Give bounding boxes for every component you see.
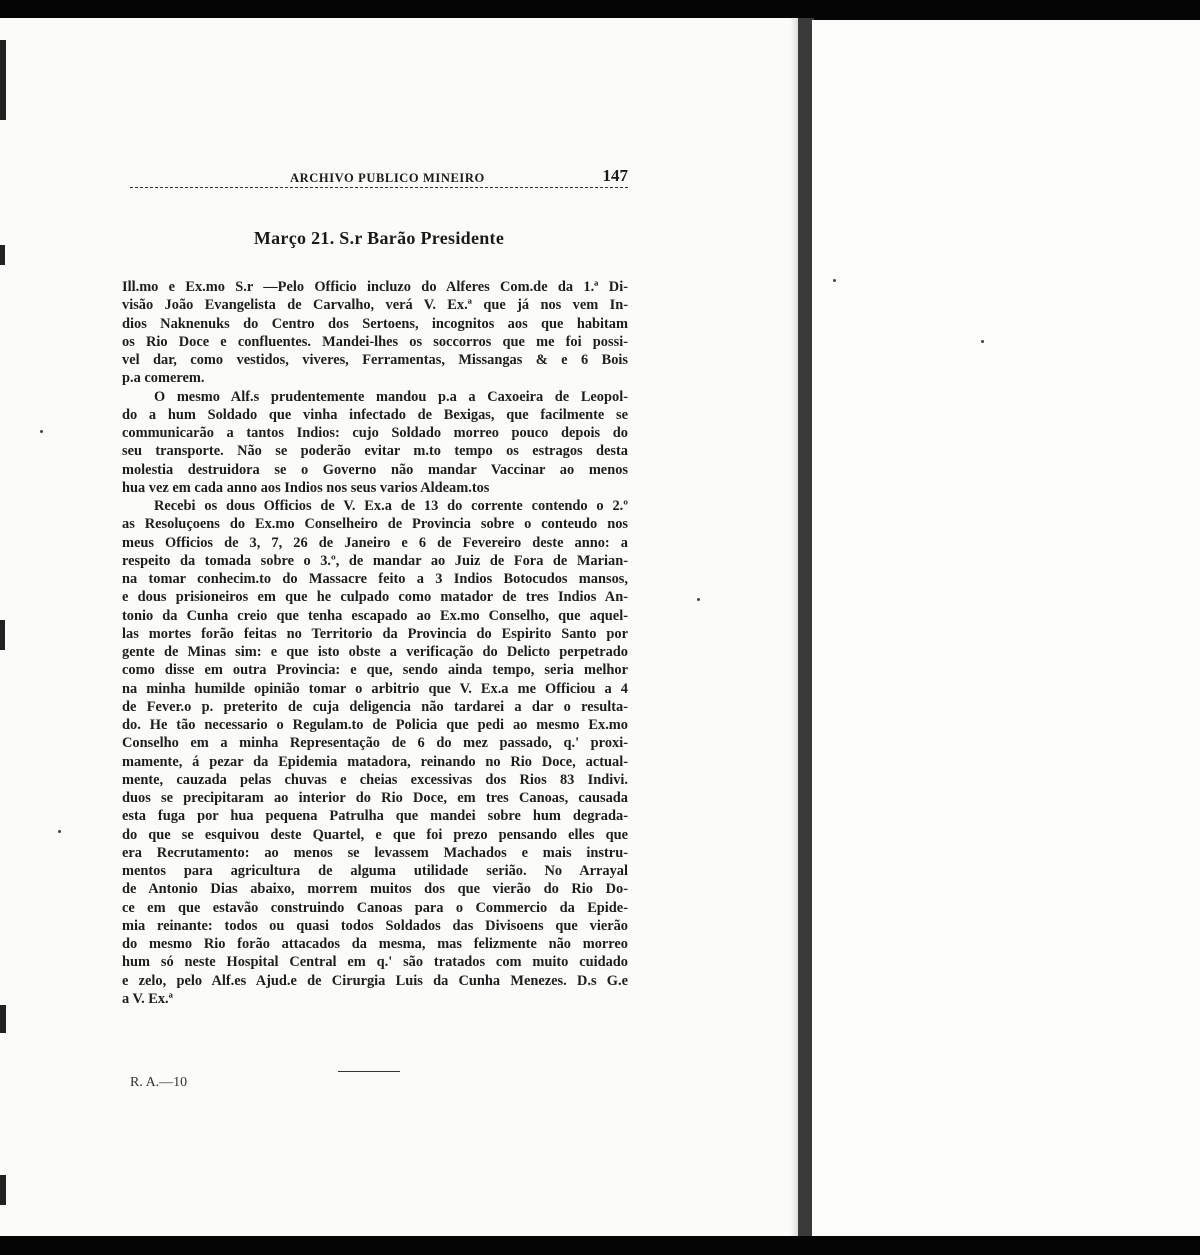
text-line: vel dar, como vestidos, viveres, Ferramentas, Missangas & e 6 Bois (122, 352, 628, 368)
speck (981, 340, 984, 343)
header-rule (130, 187, 628, 188)
scan-bottom-border (0, 1236, 1200, 1255)
text-line: mamente, á pezar da Epidemia matadora, reinando no Rio Doce, actual- (122, 753, 628, 770)
text-line: a V. Ex.ª (122, 990, 173, 1007)
text-line: de Fever.o p. preterito de cuja deligencia não tardarei a dar o resulta- (122, 698, 628, 715)
text-line: como disse em outra Provincia: e que, sendo ainda tempo, seria melhor (122, 662, 628, 679)
text-line: hum só neste Hospital Central em q.' são tratados com muito cuidado (122, 954, 628, 971)
closing-rule (338, 1071, 400, 1072)
letter-body (122, 278, 628, 1008)
text-line: do que se esquivou deste Quartel, e que foi prezo pensando elles que (122, 826, 628, 843)
text-line: molestia destruidora se o Governo não mandar Vaccinar ao menos (122, 461, 628, 478)
text-line: Ill.mo e Ex.mo S.r —Pelo Officio incluzo do Alferes Com.de da 1.ª Di- (122, 279, 628, 295)
text-line: duos se precipitaram ao interior do Rio Doce, em tres Canoas, causada (122, 790, 628, 806)
text-line: hua vez em cada anno aos Indios nos seus varios Aldeam.tos (122, 479, 490, 496)
running-title: ARCHIVO PUBLICO MINEIRO (290, 171, 485, 185)
speck (58, 830, 61, 833)
text-line: communicarão a tantos Indios: cujo Soldado morreo pouco depois do (122, 425, 628, 441)
text-line: meus Officios de 3, 7, 26 de Janeiro e 6 de Fevereiro deste anno: a (122, 534, 628, 551)
text-line: as Resoluçoens do Ex.mo Conselheiro de Provincia sobre o conteudo nos (122, 516, 628, 533)
text-line: esta fuga por hua pequena Patrulha que mandei sobre hum degrada- (122, 808, 628, 825)
text-line: tonio da Cunha creio que tenha escapado ao Ex.mo Conselho, que aquel- (122, 607, 628, 624)
speck (697, 598, 700, 601)
text-line: respeito da tomada sobre o 3.º, de mandar ao Juiz de Fora de Marian- (122, 552, 628, 569)
text-line: dios Naknenuks do Centro dos Sertoens, incognitos aos que habitam (122, 315, 628, 332)
text-line: do. He tão necessario o Regulam.to de Policia que pedi ao mesmo Ex.mo (122, 717, 628, 733)
edge-artifact (0, 40, 6, 120)
text-line: gente de Minas sim: e que isto obste a verificação do Delicto perpetrado (122, 644, 628, 660)
text-line: O mesmo Alf.s prudentemente mandou p.a a Caxoeira de Leopol- (154, 388, 628, 405)
text-line: era Recrutamento: ao menos se levassem Machados e mais instru- (122, 844, 628, 861)
text-line: mia reinante: todos ou quasi todos Soldados das Divisoens que vierão (122, 917, 628, 934)
text-line: ce em que estavão construindo Canoas para o Commercio da Epide- (122, 899, 628, 916)
text-line: e dous prisioneiros em que he culpado como matador de tres Indios An- (122, 589, 628, 606)
letter-heading: Março 21. S.r Barão Presidente (253, 228, 505, 248)
edge-artifact (0, 1175, 6, 1205)
speck (833, 279, 836, 282)
text-line: na tomar conhecim.to do Massacre feito a 3 Indios Botocudos mansos, (122, 571, 628, 587)
signature-mark: R. A.—10 (130, 1075, 188, 1090)
text-line: do mesmo Rio forão attacados da mesma, mas felizmente não morreo (122, 936, 628, 952)
edge-artifact (0, 1005, 6, 1033)
text-line: e zelo, pelo Alf.es Ajud.e de Cirurgia Luis da Cunha Menezes. D.s G.e (122, 972, 628, 989)
text-line: do a hum Soldado que vinha infectado de Bexigas, que facilmente se (122, 406, 628, 423)
text-line: mente, cauzada pelas chuvas e cheias excessivas dos Rios 83 Indivi. (122, 771, 628, 788)
running-head (130, 166, 628, 188)
text-line: Recebi os dous Officios de V. Ex.a de 13 do corrente contendo o 2.º (154, 498, 628, 514)
text-line: visão João Evangelista de Carvalho, verá V. Ex.ª que já nos vem In- (122, 297, 628, 314)
page-number: 147 (602, 166, 628, 185)
text-line: os Rio Doce e confluentes. Mandei-lhes os soccorros que me foi possi- (122, 333, 628, 350)
text-line: seu transporte. Não se poderão evitar m.to tempo os estragos desta (122, 443, 628, 460)
speck (40, 430, 43, 433)
edge-artifact (0, 620, 5, 650)
text-line: de Antonio Dias abaixo, morrem muitos dos que vierão do Rio Do- (122, 881, 628, 898)
text-line: mentos para agricultura de alguma utilidade serião. No Arrayal (122, 863, 628, 879)
text-line: Conselho em a minha Representação de 6 do mez passado, q.' proxi- (122, 735, 628, 752)
edge-artifact (0, 245, 5, 265)
text-line: p.a comerem. (122, 370, 205, 387)
right-page (812, 20, 1200, 1238)
text-line: las mortes forão feitas no Territorio da Provincia do Espirito Santo por (122, 625, 628, 642)
text-line: na minha humilde opinião tomar o arbitrio que V. Ex.a me Officiou a 4 (122, 680, 628, 697)
